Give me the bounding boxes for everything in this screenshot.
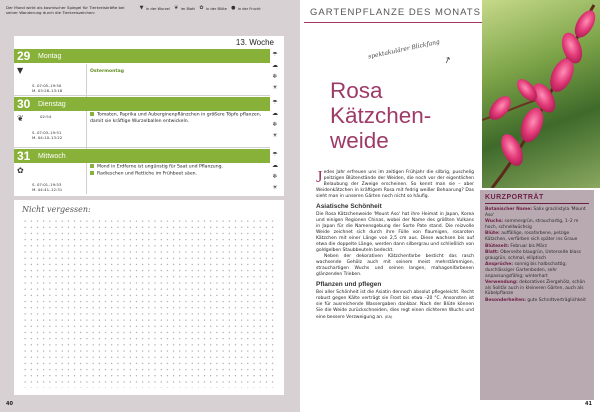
paragraph: Die Rosa Kätzchenweide 'Mount Aso' hat ihre Heimat in Japan, Korea und einigen Regionen Chinas, wobei der Name des größten Vulkans in Japan für die Namensgebung der Sorte Pate stand. Die reizvolle Weide zeichnet sich durch ihre Fülle von flaumigen, rosaroten Kätzchen mit einer Länge von 2,5 cm aus. Diese wachsen bis auf etwa die doppelte Länge, werden dann silbergrau und schließlich von goldgelben Staubbeuteln bedeckt. (316, 212, 474, 253)
weather-symbols (270, 151, 280, 191)
note-text: Radieschen und Rettiche im Frühbeet säen. (97, 171, 198, 176)
legend-label: in der Frucht (237, 6, 261, 11)
section-heading: Asiatische Schönheit (316, 203, 382, 210)
note-text: Mond in Erdferne ist ungünstig für Saat und Pflanzung. (97, 164, 224, 170)
day-number: 31 (17, 149, 31, 163)
note-item (90, 112, 268, 125)
rain-icon: ☂ (272, 151, 278, 158)
moon-times: M. 04:41–12:31 (32, 187, 63, 192)
notes-title: Nicht vergessen: (22, 205, 91, 214)
fact-value: gute Schnittverträglichkeit (527, 297, 586, 303)
sun-moon-times (32, 182, 62, 192)
day-notes (90, 112, 268, 125)
carrot-icon: ▼ (139, 5, 144, 11)
drop-cap: J (316, 167, 323, 186)
leaf-icon: ❦ (174, 5, 179, 11)
legend-label: in der Blüte (205, 6, 227, 11)
holiday-label: Ostermontag (90, 69, 125, 74)
sun-times: S. 07:03–19:51 (32, 130, 62, 135)
note-text: Tomaten, Paprika und Auberginenpflänzchen in größere Töpfe pflanzen, damit sie kräftige Wurzelballen entwickeln. (90, 112, 262, 124)
cloud-icon: ☁ (272, 62, 278, 69)
fact-item (485, 280, 589, 297)
section-title: GARTENPFLANZE DES MONATS (310, 7, 481, 18)
moon-phase-time: 02:54 (40, 114, 52, 119)
snow-icon: ❄ (272, 173, 278, 180)
bullet-icon (90, 171, 94, 175)
page-number: 40 (6, 401, 13, 407)
sun-moon-times (32, 83, 62, 93)
week-card (14, 36, 284, 196)
flower-icon: ✿ (17, 166, 24, 175)
sun-moon-times (32, 130, 62, 140)
moon-intro-text: Der Mond wirkt als kosmischer Spiegel für Tierkreiskräfte bei seiner Wanderung durch die Tierkreiszeichen: (6, 5, 125, 16)
fact-key: Besonderheiten: (485, 297, 526, 303)
day-name: Mittwoch (38, 152, 66, 160)
rain-icon: ☂ (272, 99, 278, 106)
sun-times: S. 07:05–19:50 (32, 83, 62, 88)
rain-icon: ☂ (272, 51, 278, 58)
handwritten-note: spektakulärer Blickfang (367, 38, 441, 61)
day-notes (90, 164, 268, 177)
fruit-icon: ● (231, 5, 236, 11)
paragraph: Neben der dekorativen Kätzchenfarbe besticht das rasch wachsende Gehölz auch mit seinem meist mehrstämmigen, strauchartigen Wuchs und seinen langen, mahagonifarbenen glänzenden Trieben. (316, 254, 474, 277)
legend-item (173, 6, 195, 11)
catkin-photo (482, 0, 600, 188)
carrot-icon: ▼ (17, 66, 24, 75)
fact-item (485, 262, 589, 279)
fact-key: Ansprüche: (485, 262, 514, 268)
sun-times: S. 07:01–19:53 (32, 182, 62, 187)
fact-item (485, 244, 589, 250)
bullet-icon (90, 164, 94, 168)
article-title: Rosa Kätzchen-weide (330, 78, 432, 153)
paragraph (316, 290, 474, 321)
notes-area[interactable] (14, 200, 284, 395)
day-entry (14, 149, 284, 195)
fact-value: sommergrün, strauchartig, 1–2 m hoch, schnellwüchsig (485, 219, 579, 230)
sun-icon: ☀ (272, 84, 278, 91)
fact-item (485, 207, 589, 218)
dot-grid[interactable] (22, 218, 276, 388)
intro-paragraph (316, 167, 474, 200)
intro-text: edes Jahr erfreuen uns im zeitigen Frühjahr die silbrig, puschelig peitzigen Blütenstände der Weiden, die noch vor der eigentlichen Belaubung der Zweige erscheinen. So kennt man sie – aber Weidenkätzchen in kräftigem Rosa mit fedrig weißer Behaarung? Das sieht man in unseren Gärten noch nicht so häufig. (316, 170, 474, 199)
weather-symbols (270, 99, 280, 139)
fact-value: Februar bis März (510, 243, 547, 249)
legend-item (138, 6, 170, 11)
day-header (14, 149, 270, 163)
day-number: 29 (17, 49, 31, 63)
arrow-icon: ↗ (442, 55, 454, 67)
author-sig: (EA) (384, 315, 393, 319)
day-name: Dienstag (38, 100, 66, 108)
fact-item (485, 219, 589, 230)
moon-times: M. 03:28–13:18 (32, 88, 63, 93)
weather-symbols (270, 51, 280, 91)
sun-icon: ☀ (272, 184, 278, 191)
note-item (90, 171, 268, 178)
flower-icon: ✿ (199, 5, 204, 11)
box-rule (485, 203, 589, 204)
divider (14, 95, 270, 96)
section-rule (304, 22, 482, 23)
box-title: KURZPORTRÄT (485, 194, 544, 201)
article-body (316, 167, 474, 321)
bullet-icon (90, 112, 94, 116)
right-page (300, 0, 600, 412)
day-header (14, 49, 270, 63)
week-label: 13. Woche (235, 38, 274, 47)
fact-value: Oberseite blaugrün, Unterseite blass graugrün, schmal, elliptisch (485, 250, 581, 261)
leaf-icon: ❦ (17, 114, 24, 123)
divider (14, 147, 270, 148)
legend (138, 6, 298, 11)
section-heading: Pflanzen und pflegen (316, 281, 382, 288)
legend-item (230, 6, 261, 11)
day-entry (14, 49, 284, 95)
fact-key: Blütezeit: (485, 243, 509, 249)
legend-label: in der Wurzel (146, 6, 170, 11)
fact-key: Blüte: (485, 231, 500, 237)
day-number: 30 (17, 97, 31, 111)
fact-key: Blatt: (485, 250, 499, 256)
fact-item (485, 231, 589, 242)
fact-value: dekoratives Ziergehölz, schön als Solitär auch in kleineren Gärten, auch als Kübelpflanze (485, 280, 586, 297)
fact-key: Wuchs: (485, 219, 504, 225)
sun-icon: ☀ (272, 132, 278, 139)
fact-item (485, 250, 589, 261)
snow-icon: ❄ (272, 121, 278, 128)
cloud-icon: ☁ (272, 162, 278, 169)
day-name: Montag (38, 52, 62, 60)
legend-item (198, 6, 227, 11)
fact-key: Botanischer Name: (485, 207, 533, 212)
fact-value: auffällige, rosafarbene, pelzige Kätzchen, verfärben sich später ins Graue (485, 231, 578, 242)
legend-label: im Blatt (180, 6, 195, 11)
fact-key: Verwendung: (485, 280, 518, 286)
page-number: 41 (585, 401, 592, 407)
fact-item (485, 298, 589, 304)
cloud-icon: ☁ (272, 110, 278, 117)
catkin-image (482, 0, 600, 188)
moon-times: M. 04:10–13:22 (32, 135, 63, 140)
fact-value: sonnig bis halbschattig; durchlässiger Gartenboden, sehr anpassungsfähig; winterhart (485, 262, 567, 279)
day-header (14, 97, 270, 111)
snow-icon: ❄ (272, 73, 278, 80)
fact-value: Salix gracilistyla 'Mount Aso' (485, 207, 586, 218)
kurzportraet-box (480, 190, 594, 400)
day-entry (14, 97, 284, 147)
paragraph-text: Bei aller Schönheit ist die Asiatin dennoch absolut pflegeleicht. Recht robust gegen Kälte verträgt sie Frost bis etwa –20 °C. Ansonsten ist sie für ausreichende Wassergaben dankbar. Nach der Blüte können Sie die Weide zurückschneiden, dies regt einen dichteren Wuchs und eine bessere Verzweigung an. (316, 290, 474, 320)
